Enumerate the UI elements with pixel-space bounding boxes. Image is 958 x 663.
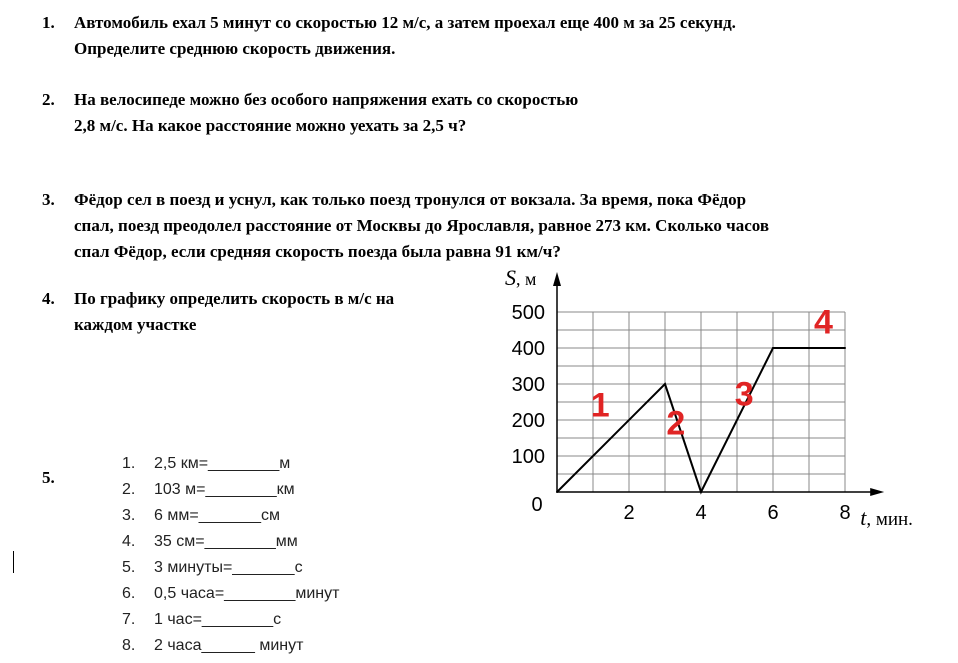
conversion-item (122, 451, 339, 477)
conversion-number: 3. (122, 507, 136, 524)
x-tick-label: 8 (839, 502, 851, 524)
y-tick-label: 200 (511, 410, 545, 432)
x-axis-arrow (870, 488, 884, 496)
conversion-text: 1 час=________с (154, 611, 282, 628)
task-2 (42, 87, 922, 139)
conversion-number: 6. (122, 585, 136, 602)
y-axis-label (505, 265, 536, 290)
segment-label: 4 (813, 303, 833, 342)
x-axis-unit: , мин. (866, 509, 913, 530)
y-tick-label: 400 (511, 338, 545, 360)
task-text: Определите среднюю скорость движения. (74, 39, 396, 58)
task-number: 5. (42, 468, 55, 487)
task-number: 4. (42, 289, 55, 308)
y-tick-label: 100 (511, 446, 545, 468)
task-number: 3. (42, 190, 55, 209)
text-cursor (13, 551, 14, 573)
y-tick-label: 300 (511, 374, 545, 396)
data-point (664, 383, 666, 385)
data-point (556, 491, 558, 493)
conversion-text: 35 см=________мм (154, 533, 298, 550)
task-text: а затем проехал еще 400 м за 25 секунд. (434, 13, 736, 32)
y-axis-unit: , м (516, 269, 537, 289)
conversion-item (122, 581, 339, 607)
task-number: 2. (42, 90, 55, 109)
conversion-item (122, 555, 339, 581)
segment-label: 3 (734, 375, 754, 414)
x-axis-symbol: t (860, 505, 867, 530)
conversion-item (122, 607, 339, 633)
task-text: Автомобиль ехал 5 минут со скоростью 12 м/с, (74, 13, 431, 32)
conversion-list (122, 451, 339, 659)
task-text: спал Фёдор, если средняя скорость поезда была равна 91 км/ч? (74, 242, 561, 261)
task-1 (42, 10, 922, 62)
task-text: каждом участке (74, 315, 197, 334)
task-3 (42, 187, 922, 265)
task-text: На велосипеде можно без особого напряжения ехать со скоростью (74, 90, 579, 109)
conversion-number: 5. (122, 559, 136, 576)
origin-label: 0 (531, 494, 543, 516)
segment-label: 1 (590, 386, 610, 425)
task-text: спал, поезд преодолел расстояние от Москвы до Ярославля, равное 273 км. Сколько часов (74, 216, 770, 235)
conversion-number: 7. (122, 611, 136, 628)
y-axis-arrow (553, 272, 561, 286)
task-text: По графику определить скорость в м/с на (74, 289, 395, 308)
conversion-number: 2. (122, 481, 136, 498)
distance-time-chart (480, 258, 950, 548)
conversion-number: 8. (122, 637, 136, 654)
x-axis-label (860, 505, 913, 530)
task-4 (42, 286, 462, 338)
segment-label: 2 (666, 404, 686, 443)
y-tick-label: 500 (511, 302, 545, 324)
conversion-text: 2,5 км=________м (154, 455, 291, 472)
conversion-number: 4. (122, 533, 136, 550)
conversion-item (122, 503, 339, 529)
x-tick-label: 4 (695, 502, 707, 524)
conversion-text: 103 м=________км (154, 481, 295, 498)
task-number: 1. (42, 13, 55, 32)
conversion-text: 2 часа______ минут (154, 637, 304, 654)
conversion-item (122, 633, 339, 659)
conversion-text: 6 мм=_______см (154, 507, 280, 524)
conversion-text: 3 минуты=_______с (154, 559, 303, 576)
conversion-item (122, 477, 339, 503)
conversion-text: 0,5 часа=________минут (154, 585, 340, 602)
conversion-number: 1. (122, 455, 136, 472)
task-text: Фёдор сел в поезд и уснул, как только поезд тронулся от вокзала. За время, пока Фёдор (74, 190, 747, 209)
task-text: 2,8 м/с. На какое расстояние можно уехать за 2,5 ч? (74, 116, 467, 135)
y-axis-symbol: S (505, 265, 516, 290)
x-tick-label: 2 (623, 502, 635, 524)
data-point (700, 491, 702, 493)
data-point (772, 347, 774, 349)
chart-ticks (505, 265, 913, 530)
conversion-item (122, 529, 339, 555)
data-point (844, 347, 846, 349)
x-tick-label: 6 (767, 502, 779, 524)
